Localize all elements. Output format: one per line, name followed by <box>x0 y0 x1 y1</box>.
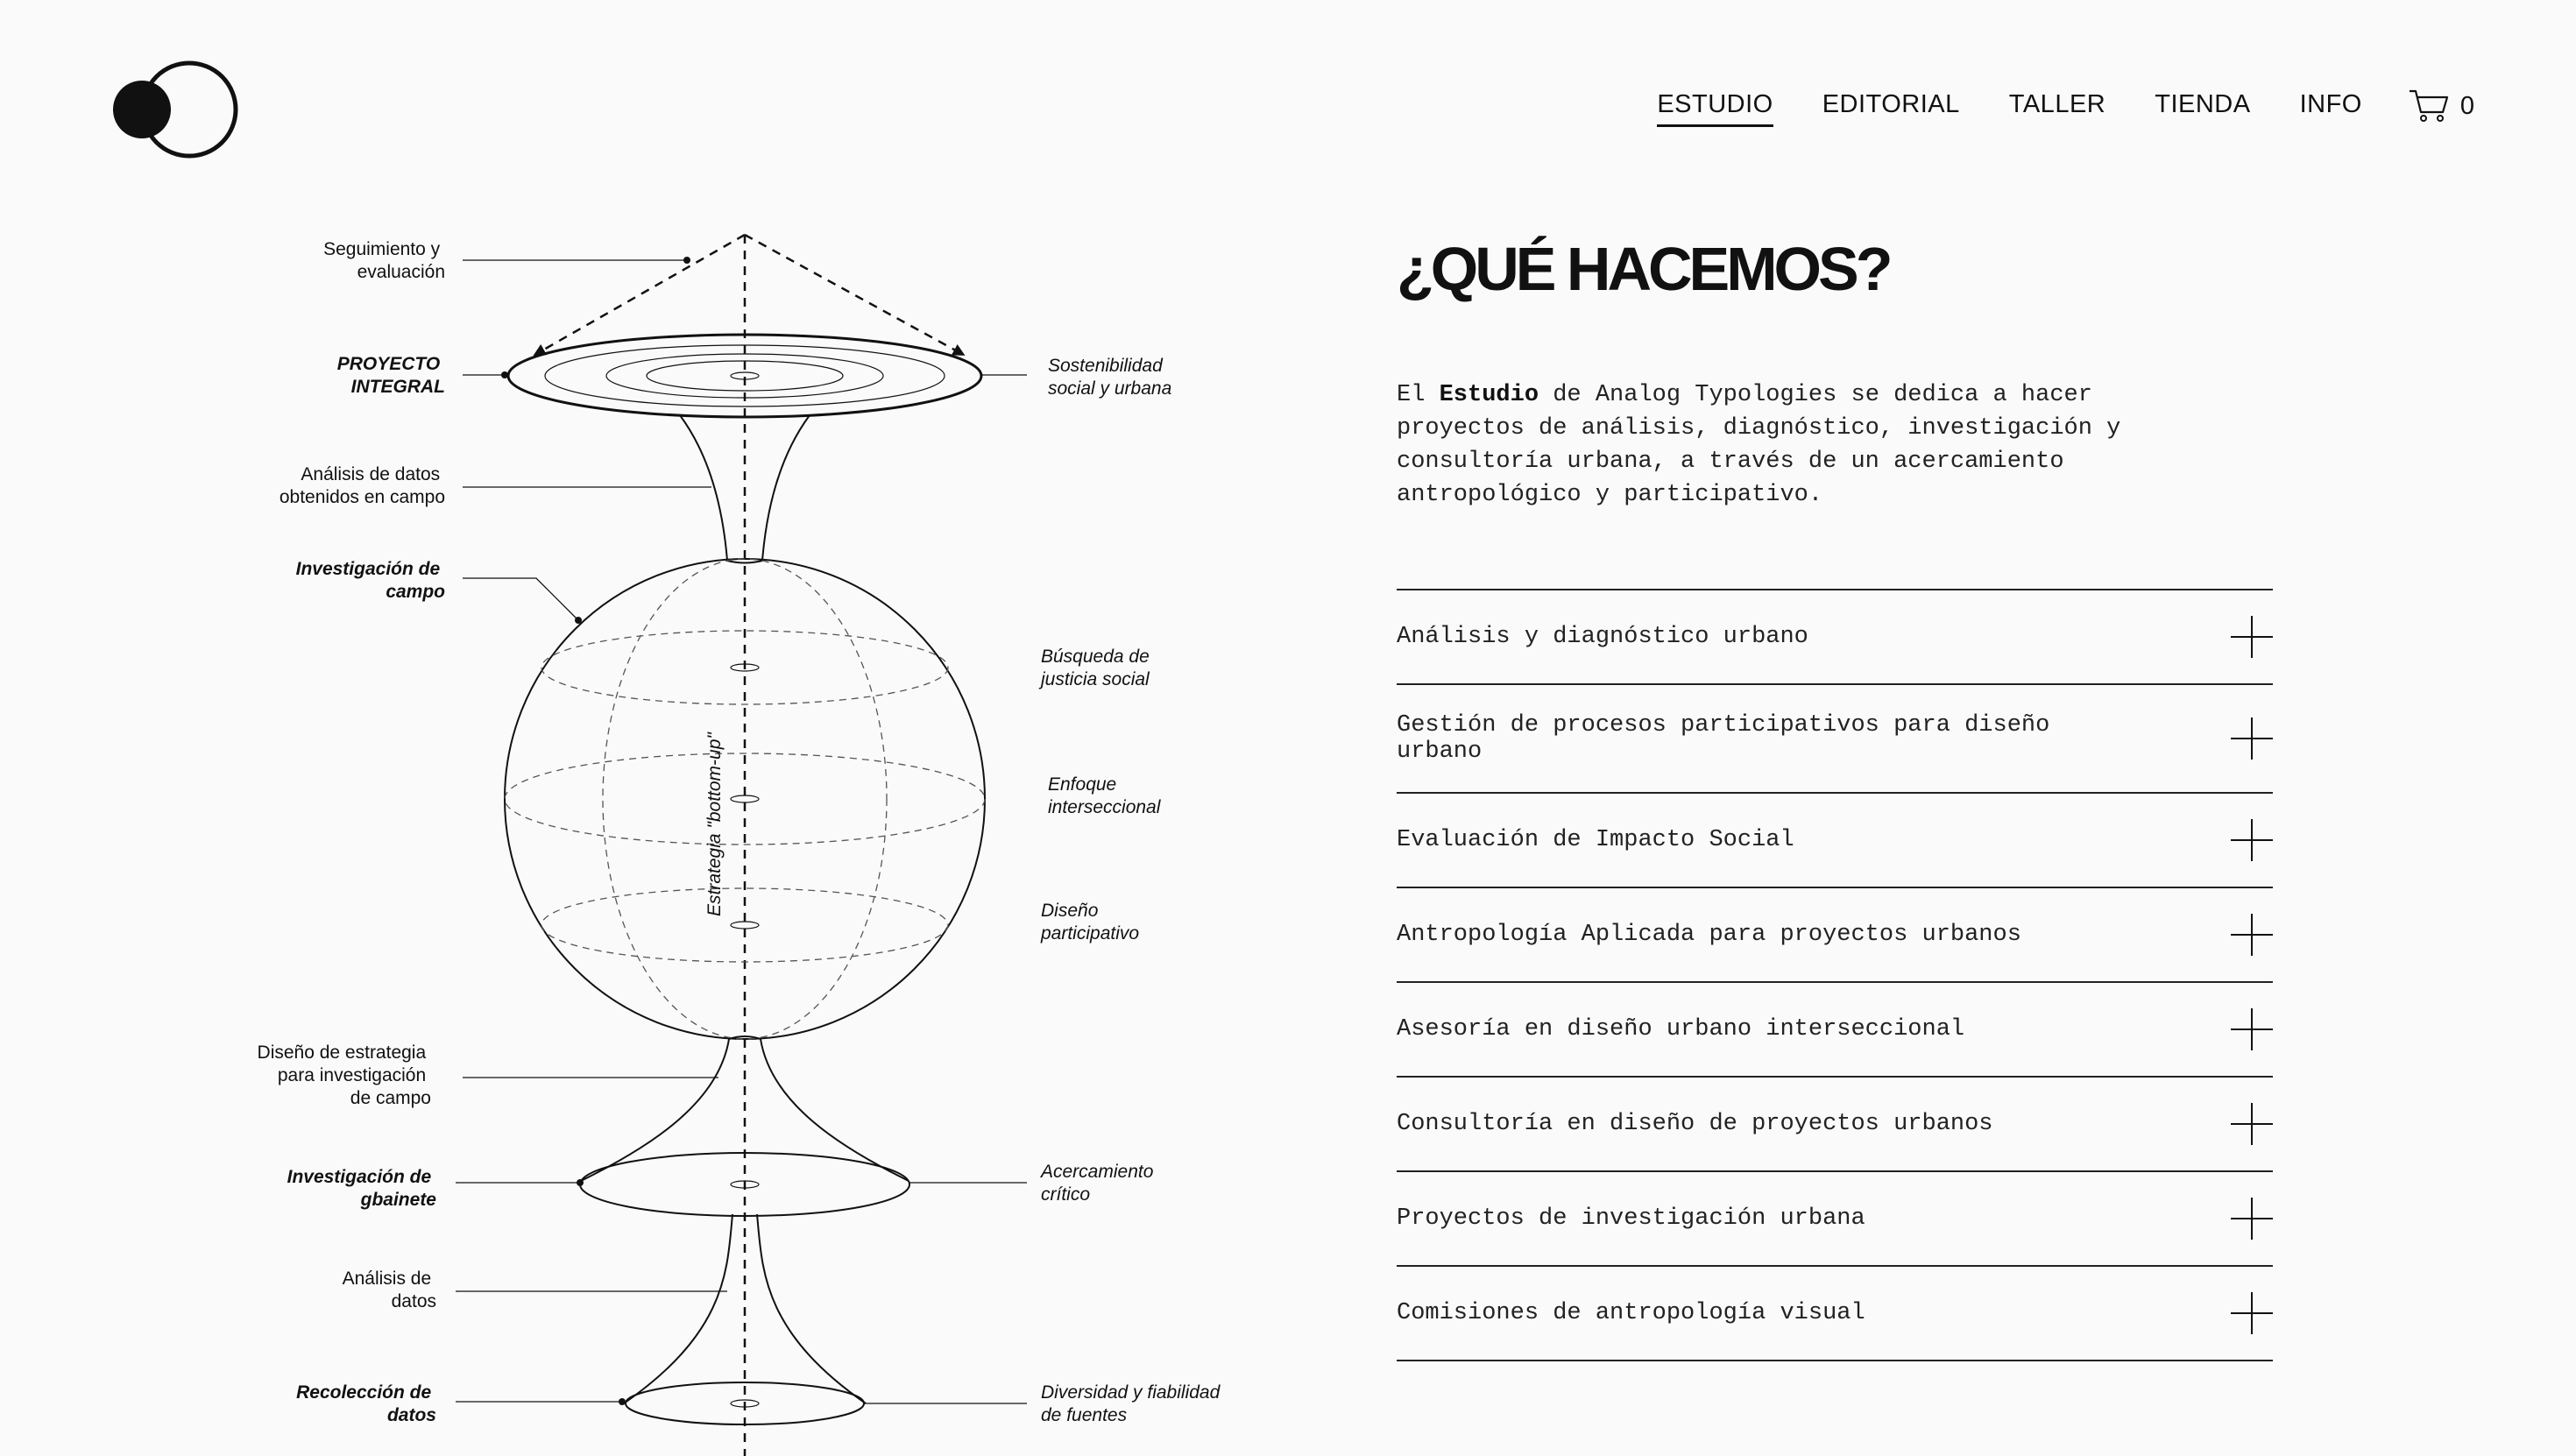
eclipse-logo-icon[interactable] <box>112 58 240 161</box>
label-seguimiento: Seguimiento y evaluación <box>323 239 445 282</box>
service-item[interactable] <box>1397 1078 2273 1172</box>
intro-post: de Analog Typologies se dedica a hacer proyectos de análisis, diagnóstico, investigación y consultoría urbana, a través de un acercamiento antropológico y participativo. <box>1397 382 2121 508</box>
cart-icon <box>2408 88 2452 124</box>
label-diseno-participativo: Diseño participativo <box>1041 901 1140 944</box>
plus-icon[interactable] <box>2231 1292 2273 1334</box>
service-label: Evaluación de Impacto Social <box>1397 827 1794 853</box>
plus-icon[interactable] <box>2231 1008 2273 1050</box>
service-item[interactable] <box>1397 794 2273 888</box>
plus-icon[interactable] <box>2231 616 2273 658</box>
process-diagram <box>0 193 1297 1456</box>
page-title: ¿QUÉ HACEMOS? <box>1397 235 1890 303</box>
intro-bold: Estudio <box>1439 382 1539 408</box>
nav-estudio[interactable]: ESTUDIO <box>1657 92 1773 127</box>
service-label: Comisiones de antropología visual <box>1397 1300 1865 1326</box>
services-accordion <box>1397 589 2273 1361</box>
cart-button[interactable] <box>2408 88 2474 131</box>
service-item[interactable] <box>1397 983 2273 1078</box>
label-investigacion-campo: Investigación de campo <box>295 559 445 602</box>
label-analisis-datos: Análisis de datos <box>342 1269 436 1311</box>
intro-pre: El <box>1397 382 1440 408</box>
plus-icon[interactable] <box>2231 819 2273 861</box>
plus-icon[interactable] <box>2231 717 2273 760</box>
label-acercamiento-critico: Acercamiento crítico <box>1041 1162 1154 1205</box>
plus-icon[interactable] <box>2231 1198 2273 1240</box>
main-nav <box>1608 88 2474 131</box>
cart-count: 0 <box>2459 91 2474 120</box>
plus-icon[interactable] <box>2231 914 2273 956</box>
label-enfoque-interseccional: Enfoque interseccional <box>1048 774 1161 817</box>
label-diseno-estrategia: Diseño de estrategia para investigación de campo <box>257 1043 431 1108</box>
label-bottom-up: Estrategia "bottom-up" <box>704 732 725 916</box>
label-analisis-campo: Análisis de datos obtenidos en campo <box>279 464 445 507</box>
intro-paragraph <box>1397 378 2212 512</box>
plus-icon[interactable] <box>2231 1103 2273 1145</box>
service-label: Consultoría en diseño de proyectos urbanos <box>1397 1111 1993 1137</box>
label-proyecto-integral: PROYECTO INTEGRAL <box>336 354 445 397</box>
nav-editorial[interactable]: EDITORIAL <box>1822 90 1960 118</box>
service-label: Proyectos de investigación urbana <box>1397 1205 1865 1232</box>
service-label: Asesoría en diseño urbano interseccional <box>1397 1016 1965 1043</box>
label-investigacion-gabinete: Investigación de gbainete <box>287 1167 436 1210</box>
service-item[interactable] <box>1397 1172 2273 1267</box>
label-sostenibilidad: Sostenibilidad social y urbana <box>1048 356 1172 399</box>
service-item[interactable] <box>1397 590 2273 685</box>
nav-tienda[interactable]: TIENDA <box>2155 90 2251 118</box>
service-label: Gestión de procesos participativos para diseño urbano <box>1397 712 2050 765</box>
service-item[interactable] <box>1397 685 2273 794</box>
label-diversidad-fuentes: Diversidad y fiabilidad de fuentes <box>1041 1382 1221 1425</box>
nav-info[interactable]: INFO <box>2299 90 2362 118</box>
service-label: Antropología Aplicada para proyectos urbanos <box>1397 922 2021 948</box>
label-justicia-social: Búsqueda de justicia social <box>1041 647 1150 689</box>
nav-taller[interactable]: TALLER <box>2008 90 2106 118</box>
service-item[interactable] <box>1397 888 2273 983</box>
label-recoleccion-datos: Recolección de datos <box>296 1382 436 1425</box>
service-label: Análisis y diagnóstico urbano <box>1397 624 1808 650</box>
service-item[interactable] <box>1397 1267 2273 1361</box>
